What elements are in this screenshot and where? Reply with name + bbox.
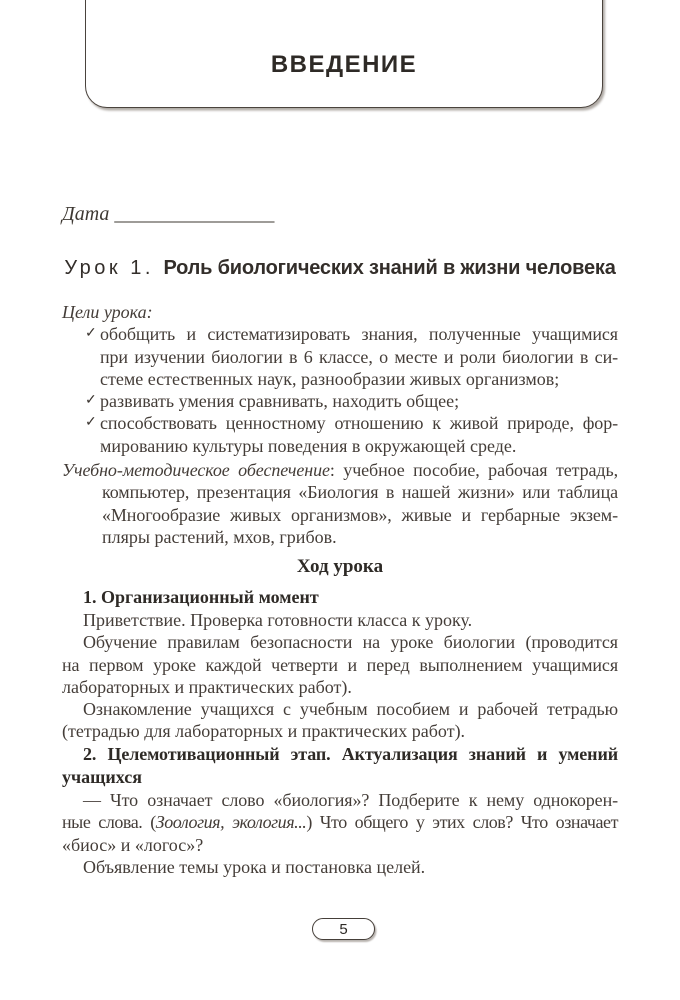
paragraph-line: Объявление темы урока и постановка целей. <box>83 856 426 877</box>
goal-item <box>62 323 618 390</box>
materials-line-rest: : учебное пособие, рабочая тетрадь, <box>329 460 618 480</box>
lesson-number-label: Урок 1. <box>64 257 154 279</box>
goal-text <box>100 390 618 412</box>
goal-line: стеме естественных наук, разнообразии живых организмов; <box>100 368 560 389</box>
section-1-title: 1. Организационный момент <box>83 587 319 607</box>
chapter-header-box <box>85 0 603 108</box>
goal-text <box>100 412 618 457</box>
paragraph-line <box>62 811 618 833</box>
materials-lead-italic: Учебно-методическое обеспечение <box>62 460 330 480</box>
page-number-badge <box>312 918 375 940</box>
paragraph-segment-italic: Зоология, экология... <box>155 812 307 833</box>
date-line <box>62 203 274 226</box>
materials-line: «Многообразие живых организмов», живые и гербарные экзем- <box>102 504 618 525</box>
goal-line: при изучении биологии в 6 классе, о месте и роли биологии в си- <box>100 346 618 367</box>
paragraph-segment: ) Что общего у этих слов? Что означает <box>306 812 618 833</box>
paragraph-line: лабораторных и практических работ). <box>62 676 352 697</box>
section-2-title-line: учащихся <box>62 767 142 787</box>
page-number: 5 <box>339 920 348 938</box>
materials-paragraph <box>62 459 618 548</box>
checkmark-icon: ✓ <box>85 393 97 409</box>
course-of-lesson-heading: Ход урока <box>296 556 384 577</box>
paragraph-line: на первом уроке каждой четверти и перед выполнением учащимися <box>62 654 618 675</box>
goals-heading: Цели урока: <box>62 302 153 322</box>
goal-text <box>100 323 618 390</box>
goal-item <box>62 390 618 412</box>
materials-line: компьютер, презентация «Биология в нашей жизни» или таблица <box>102 482 618 503</box>
goal-line: способствовать ценностному отношению к живой природе, фор- <box>100 413 618 434</box>
materials-line: пляры растений, мхов, грибов. <box>102 526 337 547</box>
date-label: Дата <box>62 203 110 225</box>
paragraph-line: Обучение правилам безопасности на уроке биологии (проводится <box>83 632 618 653</box>
checkmark-icon: ✓ <box>85 415 97 431</box>
section-2 <box>62 743 618 878</box>
paragraph-line: — Что означает слово «биология»? Подберите к нему однокорен- <box>83 790 618 810</box>
checkmark-icon: ✓ <box>85 326 97 342</box>
section-1 <box>62 586 618 743</box>
chapter-title: ВВЕДЕНИЕ <box>270 51 418 78</box>
lesson-goals <box>62 301 618 457</box>
materials-line <box>62 459 618 481</box>
goal-item <box>62 412 618 457</box>
goal-line: мированию культуры поведения в окружающей среде. <box>100 435 517 456</box>
lesson-heading <box>62 257 618 280</box>
date-blank-line: ________________ <box>114 203 275 225</box>
paragraph-line: (тетрадью для лабораторных и практических работ). <box>62 721 466 742</box>
paragraph-line: «биос» и «логос»? <box>62 834 204 855</box>
goal-line: развивать умения сравнивать, находить общее; <box>100 391 460 412</box>
lesson-title: Роль биологических знаний в жизни человека <box>163 257 616 279</box>
paragraph-line: Ознакомление учащихся с учебным пособием и рабочей тетрадью <box>83 699 618 720</box>
goal-line: обобщить и систематизировать знания, полученные учащимися <box>100 324 618 345</box>
paragraph-segment: ные слова. ( <box>62 812 156 833</box>
section-2-title-line: 2. Целемотивационный этап. Актуализация знаний и умений <box>83 744 618 764</box>
paragraph-line: Приветствие. Проверка готовности класса к уроку. <box>83 610 473 630</box>
